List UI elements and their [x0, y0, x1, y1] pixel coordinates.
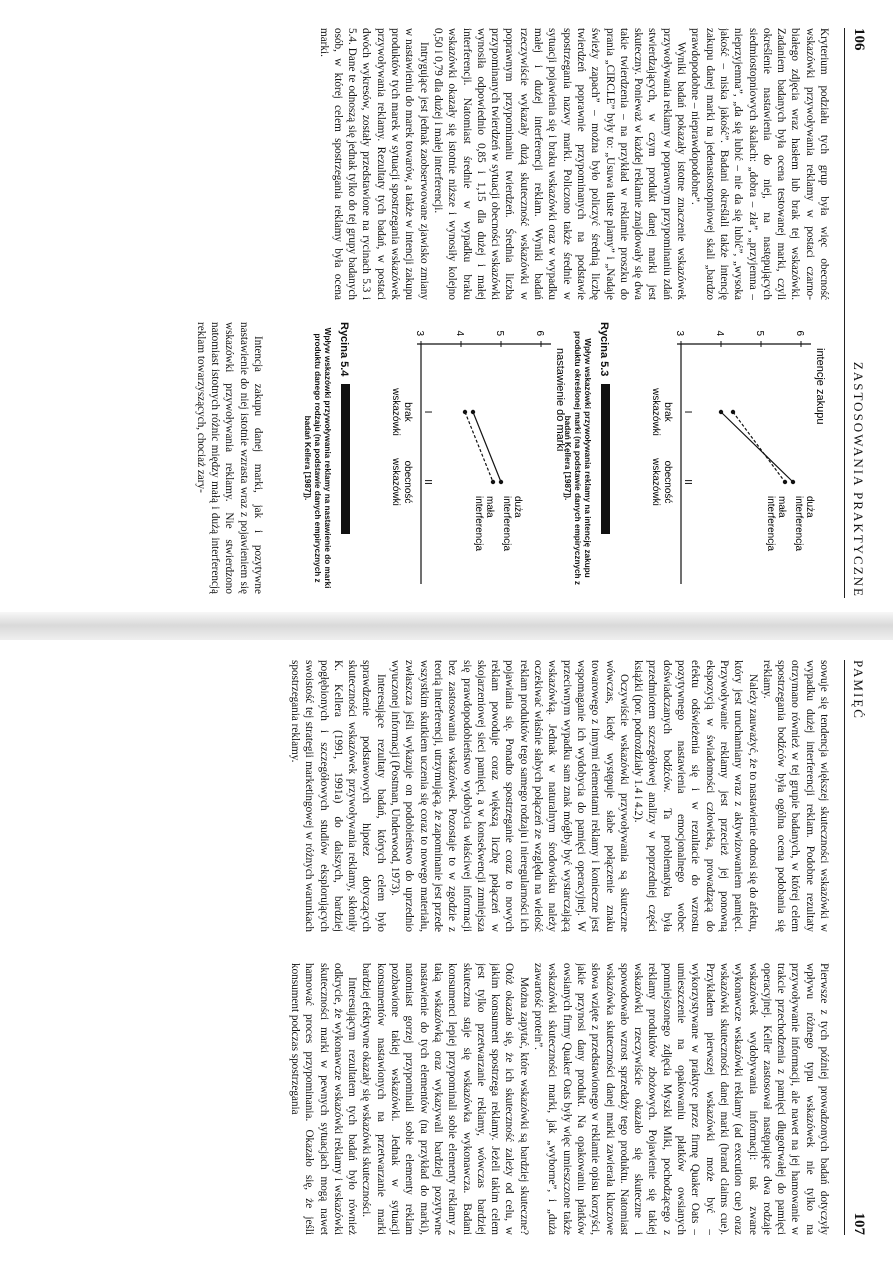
- x-tick-label: wskazówki: [390, 458, 401, 506]
- paragraph: Można zapytać, które wskazówki są bardziej skuteczne? Otóż okazało się, że ich skuteczność zależy od celu, w jakim konsument spostrzega reklamy. Jeżeli takim celem jest tylko przetwarzanie reklamy, wówczas bardziej skuteczna staje się wskazówka wykonawcza. Badani konsumenci lepiej przypominali sobie elementy reklamy z taką wskazówką oraz wykazywali bardziej pozytywne nastawienie do tych elementów (na przykład do marki), natomiast gorzej przypominali sobie elementy reklam pozbawione takiej wskazówki. Jednak w sytuacji konsumentów nastawionych na przetwarzanie marki bardziej efektywne okazały się wskazówki skuteczności.: [360, 963, 530, 1235]
- series-label: interferencja: [501, 496, 512, 552]
- y-tick-label: 4: [714, 330, 725, 336]
- figure-5-3: [562, 322, 831, 594]
- y-axis-label: intencje zakupu: [814, 348, 826, 425]
- series-line: [733, 412, 785, 482]
- paragraph: Wyniki badań pokazały istotne znaczenie wskazówek przywoływania reklamy w poprawnym przypominaniu zdań stwierdzających, w czym produkt danej marki jest skuteczny. Ponieważ w każdej reklamie znajdowały się dwa takie twierdzenia – na przykład w reklamie proszku do prania „CIRCLE” były to: „Usuwa tłuste plamy” i „Nadaje świeży zapach” – można było policzyć średnią liczbę twierdzeń poprawnie przypominanych na podstawie spostrzegania nazwy marki. Policzono także średnie w sytuacji pojawienia się i braku wskazówki oraz w wypadku małej i dużej interferencji reklam. Wyniki badań rzeczywiście wykazały dużą skuteczność wskazówki w poprawnym przypominaniu twierdzeń. Średnia liczba przypominanych twierdzeń w sytuacji obecności wskazówki wynosiła odpowiednio 0,85 i 1,15 dla dużej i małej interferencji. Natomiast średnie w wypadku braku wskazówki okazały się istotnie niższe i wynosiły kolejno 0,50 i 0,79 dla dużej i małej interferencji.: [431, 28, 688, 300]
- data-point: [463, 410, 467, 414]
- left-column-2: [20, 322, 265, 594]
- series-label: mała: [484, 496, 495, 518]
- series-label: mała: [776, 496, 787, 518]
- y-tick-label: 6: [534, 330, 545, 336]
- series-label: interferencja: [793, 496, 804, 552]
- x-tick-label: wskazówki: [390, 388, 401, 436]
- paragraph: sowuje się tendencja większej skuteczności wskazówki w wypadku dużej interferencji reklam. Podobne rezultaty otrzymano również w tej grupie badanych, w której celem spostrzegania bodźców była ogólna ocena podobania się reklamy.: [760, 660, 830, 932]
- data-point: [731, 410, 735, 414]
- book-gutter: [0, 612, 893, 640]
- y-tick-label: 3: [414, 330, 425, 336]
- figure-5-3-label-row: [596, 322, 614, 594]
- figure-5-4-label-row: [336, 322, 354, 594]
- paragraph: Należy zauważyć, że to nastawienie odnosi się do afektu, który jest uruchamiany wraz z aktywizowaniem pamięci. Przywoływanie reklamy jest przecież jej ponowną ekspozycją w świadomości człowieka, prowadzącą do efektu odświeżenia się i w rezultacie do wzrostu pozytywnego nastawienia emocjonalnego wobec doświadczanych bodźców. Ta problematyka była przedmiotem szczegółowej analizy w poprzedniej części książki (por. podrozdziały 1.4 i 4.2).: [632, 660, 759, 932]
- paragraph: Oczywiście wskazówki przywoływania są skuteczne wówczas, kiedy występuje słabe połączenie znaku towarowego z innymi elementami reklamy i konieczne jest wspomaganie ich wydobycia do pamięci operacyjnej. W przeciwnym wypadku sam znak mógłby być wystarczającą wskazówką. Jednak w naturalnym środowisku należy oczekiwać właśnie słabych połączeń ze względu na wielość reklam produktów tego samego rodzaju i nieregularności ich pojawiania się. Ponadto spostrzeganie coraz to nowych reklam powoduje coraz większą liczbę połączeń w skojarzeniowej sieci pamięci, a w konsekwencji zmniejsza się prawdopodobieństwo wydobycia właściwej informacji bez zastosowania wskazówek. Pozostaje to w zgodzie z teorią interferencji, utrzymującą, że zapominanie jest przede wszystkim skutkiem uczenia się coraz to nowego materiału, zwłaszcza jeśli wykazuje on podobieństwo do uprzednio wyuczonej informacji (Postman, Underwood, 1973).: [389, 660, 630, 932]
- figure-5-3-label: Rycina 5.3: [598, 322, 610, 377]
- category-marker: II: [422, 479, 433, 485]
- y-tick-label: 4: [454, 330, 465, 336]
- right-running-title: PAMIĘĆ: [851, 660, 866, 720]
- figure-5-3-chart: [619, 322, 831, 594]
- category-marker: I: [682, 410, 693, 414]
- left-running-head: [844, 28, 867, 598]
- figure-5-4-caption: Wpływ wskazówki przywoływania reklamy na nastawienie do marki produktu danego rodzaju (na podstawie danych empirycznych z badań Kellera [1987]).: [303, 327, 332, 589]
- figure-label-bar: [601, 384, 610, 534]
- series-label: interferencja: [473, 496, 484, 552]
- data-point: [499, 480, 503, 484]
- left-page: [0, 0, 893, 612]
- right-page-number: 107: [851, 1212, 867, 1235]
- paragraph: Intencja zakupu danej marki, jak i pozytywne nastawienie do niej istotnie wzrasta wraz z pojawieniem się wskazówki przywoływania reklamy. Nie stwierdzono natomiast istotnych różnic między małą i dużą interferencją reklam towarzyszących, chociaż zary-: [194, 322, 264, 594]
- y-tick-label: 5: [494, 330, 505, 336]
- series-line: [473, 412, 501, 482]
- figure-5-3-caption: Wpływ wskazówki przywoływania reklamy na intencję zakupu produktu określonej marki (na podstawie danych empirycznych z badań Kellera [1987]).: [563, 331, 592, 585]
- figure-5-4-chart: [359, 322, 571, 594]
- paragraph: Kryterium podziału tych grup była więc obecność wskazówki przywoływania reklamy w postaci czarno-białego zdjęcia wraz hasłem lub brak tej wskazówki. Zadaniem badanych była ocena testowanej marki, czyli określenie nastawienia do niej, na następujących siedmiostopniowych skalach: „dobra – zła”, „przyjemna – nieprzyjemna”, „da się lubić – nie da się lubić”, „wysoka jakość – niska jakość”. Badani określali także intencję zakupu danej marki na jedenastostopniowej skali „bardzo prawdopodobne – nieprawdopodobne”.: [689, 28, 830, 300]
- category-marker: I: [422, 410, 433, 414]
- x-tick-label: brak: [662, 402, 673, 422]
- right-column-2: [20, 963, 831, 1235]
- figure-5-4-label: Rycina 5.4: [338, 322, 350, 377]
- left-running-title: ZASTOSOWANIA PRAKTYCZNE: [851, 361, 866, 598]
- figure-label-bar: [341, 384, 350, 534]
- figure-5-4: [302, 322, 571, 594]
- data-point: [791, 480, 795, 484]
- series-line: [721, 412, 793, 482]
- paragraph: Interesujące rezultaty badań, których celem było sprawdzenie podstawowych hipotez dotyczących skuteczności wskazówek przywoływania reklamy, skłoniły K. Kellera (1991, 1991a) do dalszych, bardziej pogłębionych i szczegółowych studiów eksplorujących swoistość tej strategii marketingowej w różnych warunkach spostrzegania reklamy.: [289, 660, 387, 932]
- data-point: [471, 410, 475, 414]
- x-tick-label: obecność: [662, 460, 673, 504]
- data-point: [491, 480, 495, 484]
- x-tick-label: wskazówki: [650, 388, 661, 436]
- y-tick-label: 3: [674, 330, 685, 336]
- series-label: duża: [512, 496, 523, 518]
- paragraph: Intrygujące jest jednak zaobserwowane zjawisko zmiany w nastawieniu do marek towarów, a także w intencji zakupu produktów tych marek w sytuacji spostrzegania wskazówek przywoływania reklamy. Rezultaty tych badań, w postaci dwóch wykresów, zostały przedstawione na rycinach 5.3 i 5.4. Dane te odnoszą się jednak tylko do tej grupy badanych osób, w której celem spostrzegania reklamy była ocena marki.: [317, 28, 430, 300]
- y-axis-label: nastawienie do marki: [554, 348, 566, 452]
- left-page-number: 106: [851, 28, 867, 51]
- x-tick-label: brak: [402, 402, 413, 422]
- series-label: interferencja: [765, 496, 776, 552]
- right-page: [0, 640, 893, 1263]
- right-column-1: [20, 660, 831, 932]
- x-tick-label: obecność: [402, 460, 413, 504]
- series-line: [465, 412, 493, 482]
- y-tick-label: 6: [794, 330, 805, 336]
- right-running-head: [844, 660, 867, 1235]
- data-point: [719, 410, 723, 414]
- category-marker: II: [682, 479, 693, 485]
- series-label: duża: [804, 496, 815, 518]
- data-point: [783, 480, 787, 484]
- paragraph: Interesującym rezultatem tych badań było również odkrycie, że wykonawcze wskazówki reklamy i wskazówki skuteczności marki w pewnych sytuacjach mogą nawet hamować proces przypominania. Okazało się, że jeśli konsument podczas spostrzegania: [289, 963, 359, 1235]
- left-column-1: [20, 28, 831, 300]
- paragraph: Pierwsze z tych później prowadzonych badań dotyczyły wpływu różnego typu wskazówek nie tylko na przywoływanie informacji, ale nawet na jej hamowanie w trakcie przechodzenia z pamięci długotrwałej do pamięci operacyjnej. Keller zastosował następujące dwa rodzaje wskazówek wydobywania informacji: tak zwane wykonawcze wskazówki reklamy (ad execution cue) oraz wskazówki skuteczności danej marki (brand claims cue). Przykładem pierwszej wskazówki może być – wykorzystywane w praktyce przez firmę Quaker Oats – umieszczenie na opakowaniu płatków owsianych pomniejszonego zdjęcia Myszki Miki, pochodzącego z reklamy produktów zbożowych. Pojawienie się takiej wskazówki rzeczywiście okazało się skuteczne i spowodowało wzrost sprzedaży tego produktu. Natomiast wskazówka skuteczności danej marki zawierała kluczowe słowa wzięte z przedstawionego w reklamie opisu korzyści, jakie przynosi dany produkt. Na opakowaniu płatków owsianych firmy Quaker Oats były więc umieszczone także wskazówki skuteczności marki, jak „wyborne”, i „duża zawartość protein”.: [532, 963, 830, 1235]
- x-tick-label: wskazówki: [650, 458, 661, 506]
- y-tick-label: 5: [754, 330, 765, 336]
